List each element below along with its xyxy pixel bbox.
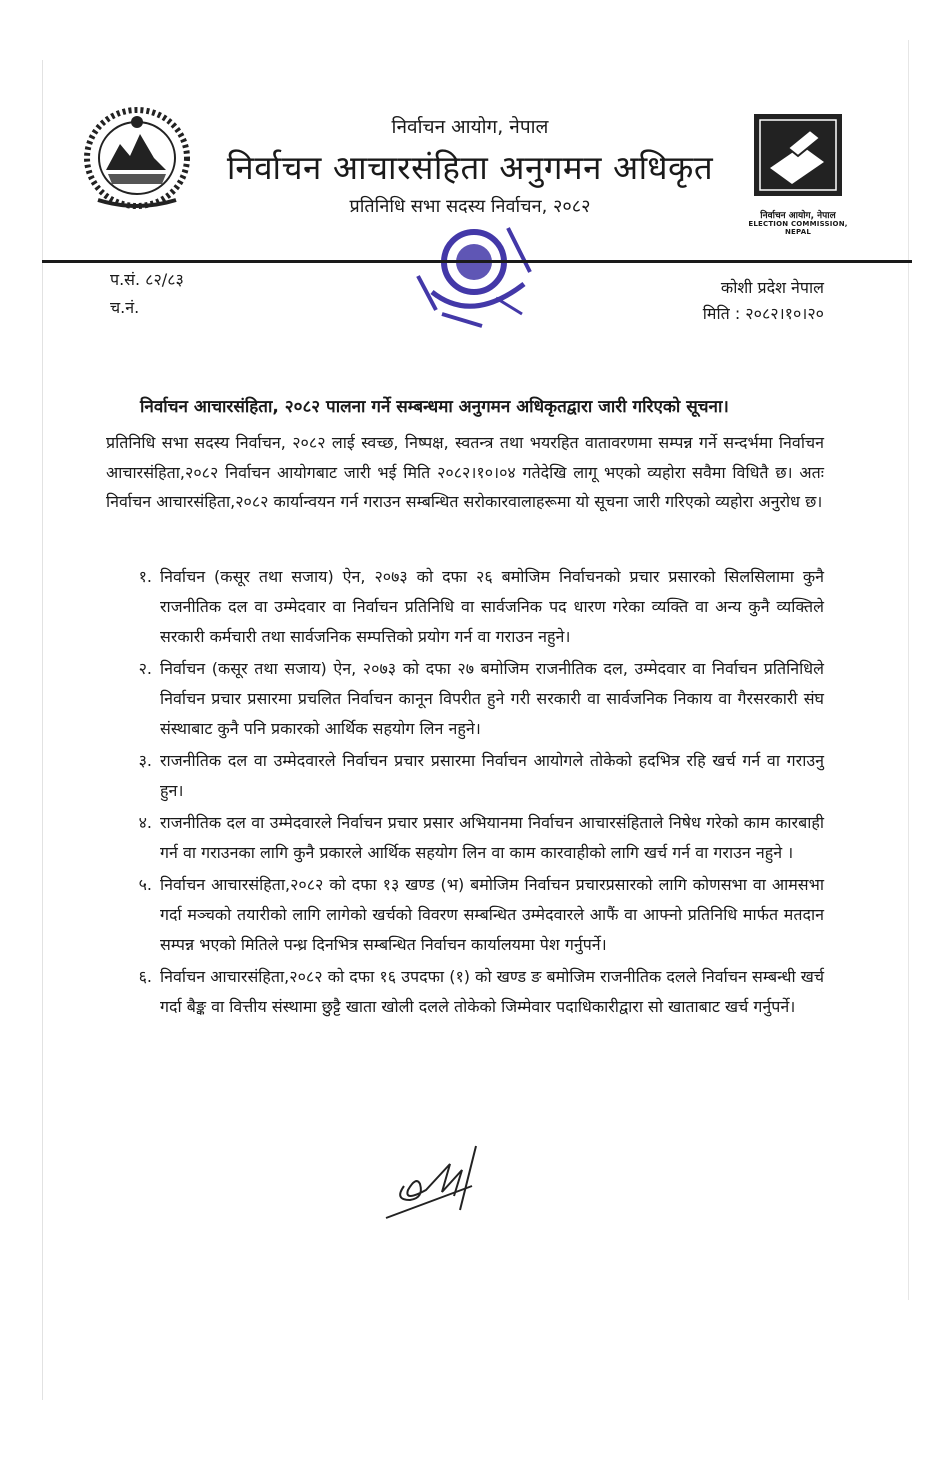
list-item (96, 870, 824, 960)
org-name: निर्वाचन आयोग, नेपाल (391, 116, 549, 138)
item-text: राजनीतिक दल वा उम्मेदवारले निर्वाचन प्रचार प्रसार अभियानमा निर्वाचन आचारसंहिताले निषेध गरेको काम कारबाही गर्न वा गराउनका लागि कुनै प्रकारले आर्थिक सहयोग लिन वा काम कारवाहीको लागि खर्च गर्न वा गराउन नहुने । (160, 813, 824, 862)
signature-mark (380, 1140, 490, 1220)
list-item (96, 654, 824, 744)
reference-number: प.सं. ८२/८३ (110, 270, 184, 289)
ec-logo-caption-en: ELECTION COMMISSION, NEPAL (748, 220, 848, 236)
notice-subject: निर्वाचन आचारसंहिता, २०८२ पालना गर्ने सम्बन्धमा अनुगमन अधिकृतद्वारा जारी गरिएको सूचना। (140, 397, 729, 417)
header-divider (42, 260, 912, 263)
intro-paragraph: प्रतिनिधि सभा सदस्य निर्वाचन, २०८२ लाई स्वच्छ, निष्पक्ष, स्वतन्त्र तथा भयरहित वातावरणमा सम्पन्न गर्ने सन्दर्भमा निर्वाचन आचारसंहिता,२०८२ निर्वाचन आयोगबाट जारी भई मिति २०८२।१०।०४ गतेदेखि लागू भएको व्यहोरा सवैमा विधितै छ। अतः निर्वाचन आचारसंहिता,२०८२ कार्यान्वयन गर्न गराउन सम्बन्धित सरोकारवालाहरूमा यो सूचना जारी गरिएको व्यहोरा अनुरोध छ। (106, 433, 824, 511)
item-text: निर्वाचन (कसूर तथा सजाय) ऐन, २०७३ को दफा २६ बमोजिम निर्वाचनको प्रचार प्रसारको सिलसिलामा कुनै राजनीतिक दल वा उम्मेदवार वा निर्वाचन प्रतिनिधि वा सार्वजनिक पद धारण गरेका व्यक्ति वा अन्य कुनै व्यक्तिले सरकारी कर्मचारी तथा सार्वजनिक सम्पत्तिको प्रयोग गर्न वा गराउन नहुने। (160, 567, 824, 646)
notice-date: मिति : २०८२।१०।२० (702, 304, 824, 323)
list-item (96, 808, 824, 868)
item-text: राजनीतिक दल वा उम्मेदवारले निर्वाचन प्रचार प्रसारमा निर्वाचन आयोगले तोकेको हदभित्र रहि खर्च गर्न वा गराउनु हुन। (160, 751, 824, 800)
office-location: कोशी प्रदेश नेपाल (720, 278, 824, 297)
item-text: निर्वाचन आचारसंहिता,२०८२ को दफा १३ खण्ड (भ) बमोजिम निर्वाचन प्रचारप्रसारको लागि कोणसभा वा आमसभा गर्दा मञ्चको तयारीको लागि लागेको खर्चको विवरण सम्बन्धित उम्मेदवारले आफैं वा आफ्नो प्रतिनिधि मार्फत मतदान सम्पन्न भएको मितिले पन्ध्र दिनभित्र सम्बन्धित निर्वाचन कार्यालयमा पेश गर्नुपर्ने। (160, 875, 824, 954)
office-seal-stamp (412, 214, 542, 334)
list-item (96, 562, 824, 652)
item-number: २. (138, 659, 152, 678)
list-item (96, 746, 824, 806)
rules-list (96, 562, 824, 1024)
list-item (96, 962, 824, 1022)
item-number: ६. (138, 967, 152, 986)
ec-logo-caption-np: निर्वाचन आयोग, नेपाल (760, 211, 836, 221)
item-number: ४. (138, 813, 152, 832)
ballot-box-logo-icon (752, 112, 844, 198)
page-edge-right (908, 40, 909, 1300)
election-name: प्रतिनिधि सभा सदस्य निर्वाचन, २०८२ (349, 196, 591, 217)
item-number: ५. (138, 875, 152, 894)
office-title: निर्वाचन आचारसंहिता अनुगमन अधिकृत (226, 148, 714, 187)
item-text: निर्वाचन आचारसंहिता,२०८२ को दफा १६ उपदफा (१) को खण्ड ङ बमोजिम राजनीतिक दलले निर्वाचन सम्बन्धी खर्च गर्दा बैङ्क वा वित्तीय संस्थामा छुट्टै खाता खोली दलले तोकेको जिम्मेवार पदाधिकारीद्वारा सो खाताबाट खर्च गर्नुपर्ने। (160, 967, 824, 1016)
item-number: १. (138, 567, 152, 586)
dispatch-number: च.नं. (110, 298, 140, 317)
item-text: निर्वाचन (कसूर तथा सजाय) ऐन, २०७३ को दफा २७ बमोजिम राजनीतिक दल, उम्मेदवार वा निर्वाचन प्रतिनिधिले निर्वाचन प्रचार प्रसारमा प्रचलित निर्वाचन कानून विपरीत हुने गरी सरकारी वा सार्वजनिक निकाय वा गैरसरकारी संघ संस्थाबाट कुनै पनि प्रकारको आर्थिक सहयोग लिन नहुने। (160, 659, 824, 738)
item-number: ३. (138, 751, 152, 770)
